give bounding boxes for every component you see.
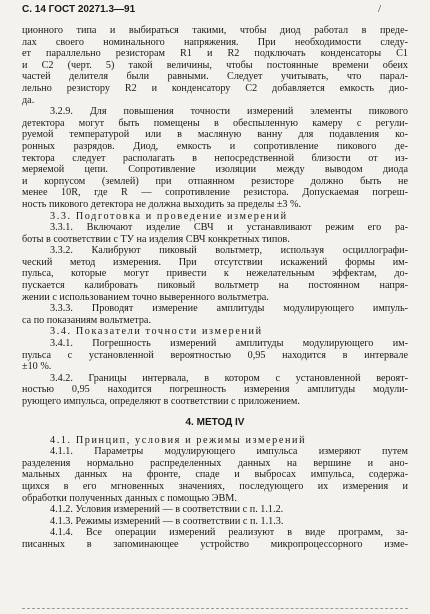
text-line: ность пикового детектора не должна выходить за пределы ±3 %. — [22, 198, 302, 210]
text-line: пускается калибровать пиковый вольтметр на постоянном напря- — [22, 280, 408, 292]
section-heading: 3.3. Подготовка и проведение измерений — [50, 210, 288, 222]
text-line: жении с использованием точно выверенного вольтметра. — [22, 291, 269, 303]
section-3-4 — [22, 326, 408, 407]
text-line: руемой температурой или в масляную ванну для подавления ко- — [22, 129, 408, 141]
page-bottom-divider — [22, 608, 408, 609]
text-line: 3.4.1. Погрешность измерений амплитуды модулирующего им- — [50, 338, 408, 350]
text-line: 4.1.1. Параметры модулирующего импульса измеряют путем — [50, 446, 408, 458]
text-line: разделения нормально распределенных данных на вершине и ано- — [22, 457, 408, 469]
text-line: мальных данных на фронте, спаде и выбросах импульса, содержа- — [22, 469, 408, 481]
text-line: ческий метод измерения. При отсутствии искажений формы им- — [22, 256, 408, 268]
text-line: детектора могут быть помещены в обеспыленную камеру с регули- — [22, 117, 408, 129]
text-line: и корпусом (землей) при отпаянном резисторе должно быть не — [22, 175, 408, 187]
text-line: тектора следует располагать в непосредственной близости от из- — [22, 152, 408, 164]
text-line: ронных разрядов. Диод, емкость и сопротивление пикового де- — [22, 140, 408, 152]
text-line: 4.1.3. Режимы измерений — в соответствии с п. 1.1.3. — [50, 515, 284, 527]
text-line: менее 10R, где R — сопротивление резистора. Допускаемая погреш- — [22, 187, 408, 199]
text-line: писанных в запоминающее устройство микропроцессорного изме- — [22, 538, 408, 550]
text-line: 3.2.9. Для повышения точности измерений элементы пикового — [50, 106, 408, 118]
text-line: 3.3.1. Включают изделие СВЧ и устанавливают режим его ра- — [50, 222, 408, 234]
section-heading: 3.4. Показатели точности измерений — [50, 326, 263, 338]
section-3-3 — [22, 211, 408, 327]
section-heading: 4.1. Принцип, условия и режимы измерений — [50, 434, 307, 446]
section-4-1 — [22, 435, 408, 551]
text-line: щихся в его мгновенных значениях, последующего их измерения и — [22, 480, 408, 492]
text-line: 4.1.4. Все операции измерений реализуют в виде программ, за- — [50, 527, 408, 539]
text-line: ±10 %. — [22, 361, 52, 373]
text-line: ет параллельно резисторам R1 и R2 подключать конденсаторы C1 — [22, 48, 408, 60]
text-line: 4.1.2. Условия измерений — в соответствии с п. 1.1.2. — [50, 504, 284, 516]
text-line: ционного типа и выбираться такими, чтобы диод работал в преде- — [22, 25, 408, 36]
page-header: С. 14 ГОСТ 20271.3—91 — [22, 4, 136, 15]
text-line: обработки полученных данных с помощью ЭВМ. — [22, 492, 237, 504]
section-title-method-4: 4. МЕТОД IV — [185, 416, 245, 428]
text-line: лельно резистору R2 и конденсатору C2 добавляется емкость дио- — [22, 82, 408, 94]
text-line: частей делителя были равными. Следует учитывать, что парал- — [22, 71, 408, 83]
text-line: и C2 (черт. 5) такой величины, чтобы постоянные времени обеих — [22, 59, 408, 71]
text-line: да. — [22, 94, 35, 106]
text-block-top — [22, 25, 408, 106]
text-line: пульса, которые могут привести к нежелательным эффектам, до- — [22, 268, 408, 280]
text-line: рующего импульса, определяют в соответствии с приложением. — [22, 396, 300, 407]
text-line: 3.4.2. Границы интервала, в котором с установленной вероят- — [50, 372, 408, 384]
text-line: 3.3.3. Проводят измерение амплитуды модулирующего импуль- — [50, 303, 408, 315]
handwritten-mark: / — [378, 3, 382, 15]
text-line: са по показаниям вольтметра. — [22, 314, 151, 326]
text-line: пульса с установленной вероятностью 0,95 находится в интервале — [22, 349, 408, 361]
text-line: меряемой цепи. Сопротивление изоляции между выводом диода — [22, 164, 408, 176]
text-line: боты в соответствии с ТУ на изделия СВЧ конкретных типов. — [22, 233, 290, 245]
text-line: 3.3.2. Калибруют пиковый вольтметр, используя осциллографи- — [50, 245, 408, 257]
text-line: лах своего номинального напряжения. При необходимости следу- — [22, 36, 408, 48]
text-line: ностью 0,95 находится погрешность измерения амплитуды модули- — [22, 384, 408, 396]
section-3-2-9 — [22, 106, 408, 210]
